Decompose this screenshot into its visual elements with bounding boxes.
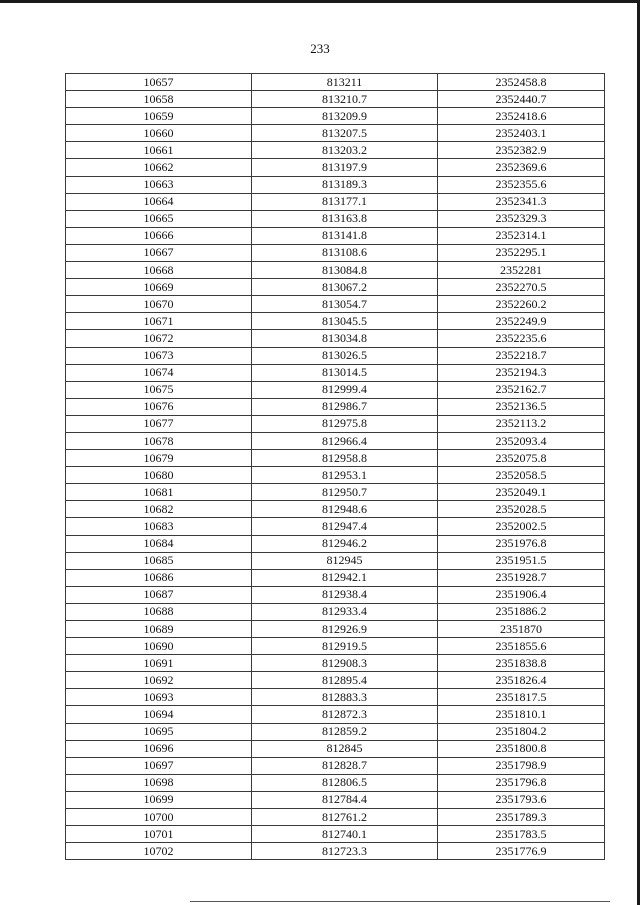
table-row: [66, 535, 605, 552]
x-coordinate-cell: 813084.8: [252, 262, 438, 279]
y-coordinate-cell: 2351870: [438, 621, 605, 638]
table-row: [66, 227, 605, 244]
x-coordinate-cell: 812975.8: [252, 415, 438, 432]
y-coordinate-cell: 2352002.5: [438, 518, 605, 535]
table-row: [66, 757, 605, 774]
x-coordinate-cell: 812947.4: [252, 518, 438, 535]
y-coordinate-cell: 2351796.8: [438, 774, 605, 791]
table-row: [66, 330, 605, 347]
point-id-cell: 10682: [66, 501, 252, 518]
point-id-cell: 10670: [66, 296, 252, 313]
point-id-cell: 10675: [66, 381, 252, 398]
point-id-cell: 10657: [66, 74, 252, 91]
point-id-cell: 10668: [66, 262, 252, 279]
table-row: [66, 672, 605, 689]
point-id-cell: 10671: [66, 313, 252, 330]
point-id-cell: 10674: [66, 364, 252, 381]
y-coordinate-cell: 2351798.9: [438, 757, 605, 774]
y-coordinate-cell: 2352218.7: [438, 347, 605, 364]
x-coordinate-cell: 812948.6: [252, 501, 438, 518]
table-row: [66, 176, 605, 193]
x-coordinate-cell: 813163.8: [252, 210, 438, 227]
y-coordinate-cell: 2351783.5: [438, 826, 605, 843]
point-id-cell: 10683: [66, 518, 252, 535]
table-row: [66, 450, 605, 467]
x-coordinate-cell: 812999.4: [252, 381, 438, 398]
y-coordinate-cell: 2352458.8: [438, 74, 605, 91]
point-id-cell: 10663: [66, 176, 252, 193]
point-id-cell: 10690: [66, 638, 252, 655]
point-id-cell: 10661: [66, 142, 252, 159]
table-row: [66, 518, 605, 535]
y-coordinate-cell: 2351826.4: [438, 672, 605, 689]
y-coordinate-cell: 2352162.7: [438, 381, 605, 398]
point-id-cell: 10672: [66, 330, 252, 347]
point-id-cell: 10694: [66, 706, 252, 723]
point-id-cell: 10684: [66, 535, 252, 552]
x-coordinate-cell: 812740.1: [252, 826, 438, 843]
y-coordinate-cell: 2352281: [438, 262, 605, 279]
point-id-cell: 10696: [66, 740, 252, 757]
point-id-cell: 10677: [66, 415, 252, 432]
y-coordinate-cell: 2352260.2: [438, 296, 605, 313]
y-coordinate-cell: 2352314.1: [438, 227, 605, 244]
table-row: [66, 706, 605, 723]
table-row: [66, 74, 605, 91]
y-coordinate-cell: 2351793.6: [438, 791, 605, 808]
y-coordinate-cell: 2352235.6: [438, 330, 605, 347]
table-row: [66, 364, 605, 381]
point-id-cell: 10662: [66, 159, 252, 176]
y-coordinate-cell: 2352369.6: [438, 159, 605, 176]
table-row: [66, 740, 605, 757]
x-coordinate-cell: 813207.5: [252, 125, 438, 142]
x-coordinate-cell: 812895.4: [252, 672, 438, 689]
table-row: [66, 432, 605, 449]
table-row: [66, 655, 605, 672]
table-row: [66, 125, 605, 142]
x-coordinate-cell: 813045.5: [252, 313, 438, 330]
table-row: [66, 313, 605, 330]
table-row: [66, 159, 605, 176]
x-coordinate-cell: 813189.3: [252, 176, 438, 193]
point-id-cell: 10685: [66, 552, 252, 569]
table-row: [66, 244, 605, 261]
point-id-cell: 10660: [66, 125, 252, 142]
y-coordinate-cell: 2352403.1: [438, 125, 605, 142]
x-coordinate-cell: 813203.2: [252, 142, 438, 159]
x-coordinate-cell: 812946.2: [252, 535, 438, 552]
point-id-cell: 10665: [66, 210, 252, 227]
table-row: [66, 347, 605, 364]
x-coordinate-cell: 813014.5: [252, 364, 438, 381]
table-row: [66, 638, 605, 655]
point-id-cell: 10678: [66, 432, 252, 449]
table-row: [66, 723, 605, 740]
y-coordinate-cell: 2351838.8: [438, 655, 605, 672]
x-coordinate-cell: 812958.8: [252, 450, 438, 467]
y-coordinate-cell: 2352093.4: [438, 432, 605, 449]
page-number: 233: [310, 41, 330, 56]
x-coordinate-cell: 813211: [252, 74, 438, 91]
x-coordinate-cell: 812883.3: [252, 689, 438, 706]
point-id-cell: 10695: [66, 723, 252, 740]
table-row: [66, 142, 605, 159]
point-id-cell: 10667: [66, 244, 252, 261]
table-row: [66, 791, 605, 808]
x-coordinate-cell: 812986.7: [252, 398, 438, 415]
y-coordinate-cell: 2352341.3: [438, 193, 605, 210]
point-id-cell: 10659: [66, 108, 252, 125]
y-coordinate-cell: 2351810.1: [438, 706, 605, 723]
x-coordinate-cell: 812938.4: [252, 586, 438, 603]
y-coordinate-cell: 2351800.8: [438, 740, 605, 757]
x-coordinate-cell: 812950.7: [252, 484, 438, 501]
y-coordinate-cell: 2352058.5: [438, 467, 605, 484]
point-id-cell: 10664: [66, 193, 252, 210]
x-coordinate-cell: 812784.4: [252, 791, 438, 808]
x-coordinate-cell: 812872.3: [252, 706, 438, 723]
x-coordinate-cell: 812908.3: [252, 655, 438, 672]
x-coordinate-cell: 813141.8: [252, 227, 438, 244]
point-id-cell: 10701: [66, 826, 252, 843]
y-coordinate-cell: 2351951.5: [438, 552, 605, 569]
point-id-cell: 10698: [66, 774, 252, 791]
x-coordinate-cell: 813197.9: [252, 159, 438, 176]
table-row: [66, 108, 605, 125]
point-id-cell: 10693: [66, 689, 252, 706]
y-coordinate-cell: 2351855.6: [438, 638, 605, 655]
point-id-cell: 10699: [66, 791, 252, 808]
point-id-cell: 10691: [66, 655, 252, 672]
point-id-cell: 10673: [66, 347, 252, 364]
x-coordinate-cell: 813209.9: [252, 108, 438, 125]
y-coordinate-cell: 2352194.3: [438, 364, 605, 381]
y-coordinate-cell: 2351886.2: [438, 603, 605, 620]
x-coordinate-cell: 812828.7: [252, 757, 438, 774]
y-coordinate-cell: 2351817.5: [438, 689, 605, 706]
table-row: [66, 569, 605, 586]
x-coordinate-cell: 812859.2: [252, 723, 438, 740]
y-coordinate-cell: 2352440.7: [438, 91, 605, 108]
y-coordinate-cell: 2351928.7: [438, 569, 605, 586]
table-row: [66, 193, 605, 210]
y-coordinate-cell: 2352295.1: [438, 244, 605, 261]
point-id-cell: 10679: [66, 450, 252, 467]
table-row: [66, 689, 605, 706]
x-coordinate-cell: 813067.2: [252, 279, 438, 296]
y-coordinate-cell: 2352329.3: [438, 210, 605, 227]
table-row: [66, 398, 605, 415]
y-coordinate-cell: 2352355.6: [438, 176, 605, 193]
table-row: [66, 484, 605, 501]
table-row: [66, 826, 605, 843]
table-row: [66, 843, 605, 860]
table-row: [66, 210, 605, 227]
table-row: [66, 621, 605, 638]
y-coordinate-cell: 2352049.1: [438, 484, 605, 501]
y-coordinate-cell: 2351789.3: [438, 809, 605, 826]
table-row: [66, 501, 605, 518]
x-coordinate-cell: 812926.9: [252, 621, 438, 638]
x-coordinate-cell: 812953.1: [252, 467, 438, 484]
point-id-cell: 10697: [66, 757, 252, 774]
scan-edge-bottom: [190, 901, 610, 902]
y-coordinate-cell: 2352136.5: [438, 398, 605, 415]
y-coordinate-cell: 2352028.5: [438, 501, 605, 518]
x-coordinate-cell: 813108.6: [252, 244, 438, 261]
point-id-cell: 10658: [66, 91, 252, 108]
y-coordinate-cell: 2352418.6: [438, 108, 605, 125]
y-coordinate-cell: 2351804.2: [438, 723, 605, 740]
table-row: [66, 552, 605, 569]
y-coordinate-cell: 2352249.9: [438, 313, 605, 330]
table-row: [66, 603, 605, 620]
y-coordinate-cell: 2352382.9: [438, 142, 605, 159]
point-id-cell: 10680: [66, 467, 252, 484]
x-coordinate-cell: 812933.4: [252, 603, 438, 620]
point-id-cell: 10676: [66, 398, 252, 415]
x-coordinate-cell: 812845: [252, 740, 438, 757]
table-row: [66, 381, 605, 398]
point-id-cell: 10692: [66, 672, 252, 689]
point-id-cell: 10666: [66, 227, 252, 244]
x-coordinate-cell: 813054.7: [252, 296, 438, 313]
table-row: [66, 91, 605, 108]
x-coordinate-cell: 813177.1: [252, 193, 438, 210]
y-coordinate-cell: 2352270.5: [438, 279, 605, 296]
point-id-cell: 10687: [66, 586, 252, 603]
x-coordinate-cell: 812723.3: [252, 843, 438, 860]
x-coordinate-cell: 812966.4: [252, 432, 438, 449]
x-coordinate-cell: 812761.2: [252, 809, 438, 826]
x-coordinate-cell: 813026.5: [252, 347, 438, 364]
y-coordinate-cell: 2352113.2: [438, 415, 605, 432]
point-id-cell: 10681: [66, 484, 252, 501]
point-id-cell: 10700: [66, 809, 252, 826]
point-id-cell: 10669: [66, 279, 252, 296]
y-coordinate-cell: 2351906.4: [438, 586, 605, 603]
table-row: [66, 774, 605, 791]
table-row: [66, 262, 605, 279]
point-id-cell: 10702: [66, 843, 252, 860]
x-coordinate-cell: 812945: [252, 552, 438, 569]
y-coordinate-cell: 2351976.8: [438, 535, 605, 552]
point-id-cell: 10689: [66, 621, 252, 638]
point-id-cell: 10688: [66, 603, 252, 620]
table-row: [66, 279, 605, 296]
table-row: [66, 296, 605, 313]
y-coordinate-cell: 2352075.8: [438, 450, 605, 467]
coordinates-table-body: [66, 74, 605, 860]
x-coordinate-cell: 813034.8: [252, 330, 438, 347]
x-coordinate-cell: 812806.5: [252, 774, 438, 791]
x-coordinate-cell: 812942.1: [252, 569, 438, 586]
table-row: [66, 809, 605, 826]
coordinates-table: [65, 73, 605, 860]
point-id-cell: 10686: [66, 569, 252, 586]
x-coordinate-cell: 813210.7: [252, 91, 438, 108]
table-row: [66, 415, 605, 432]
scan-edge-top: [0, 0, 640, 3]
table-row: [66, 467, 605, 484]
x-coordinate-cell: 812919.5: [252, 638, 438, 655]
y-coordinate-cell: 2351776.9: [438, 843, 605, 860]
table-row: [66, 586, 605, 603]
